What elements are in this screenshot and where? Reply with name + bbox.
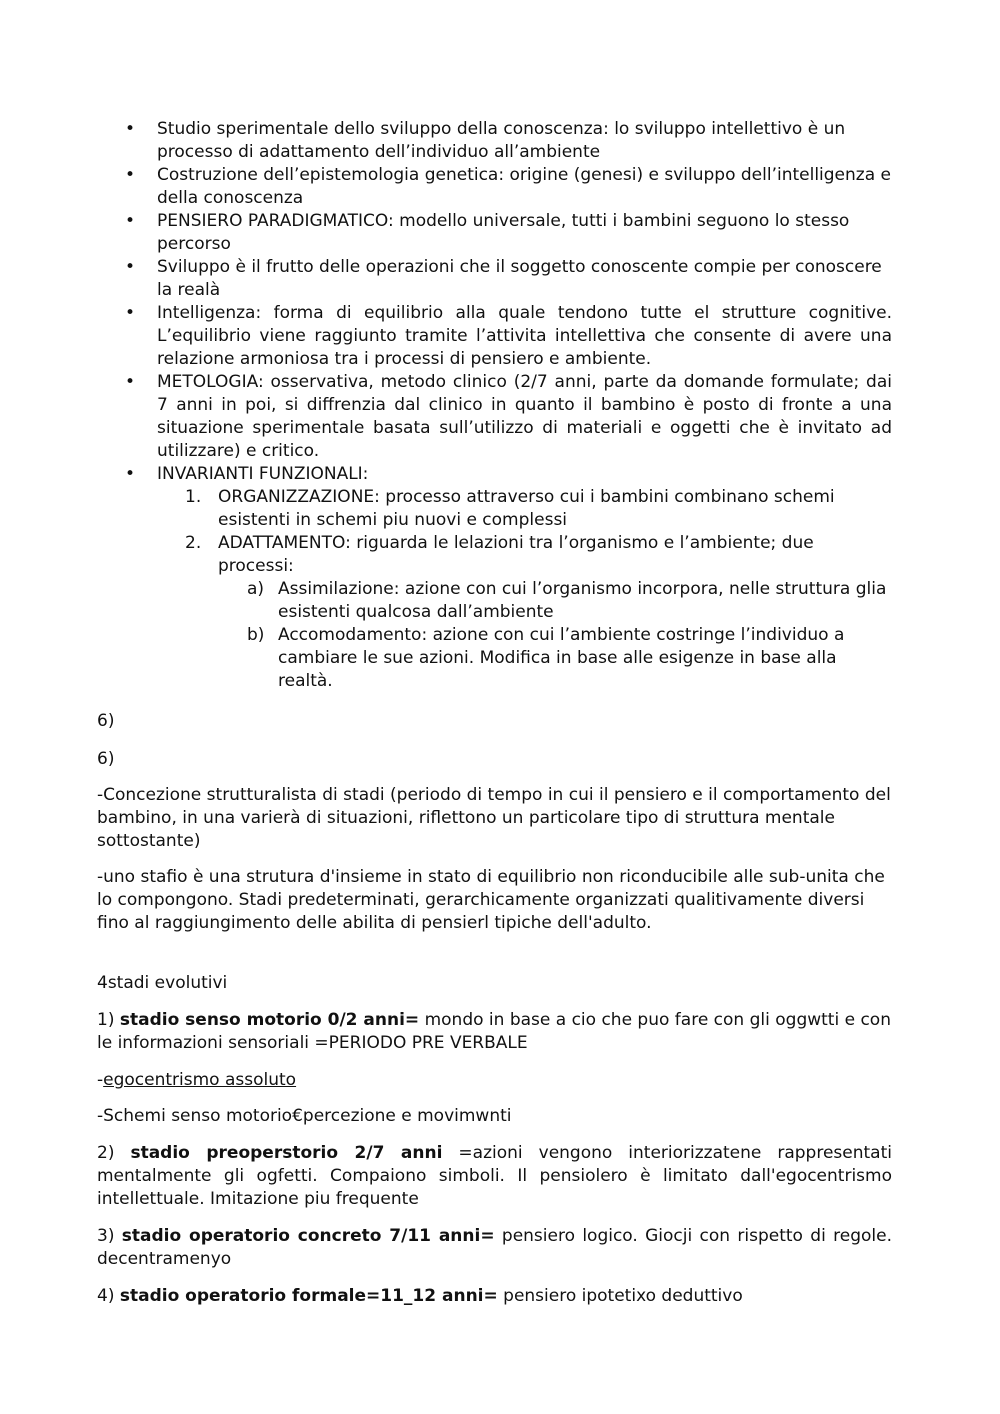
processi-list <box>218 578 892 693</box>
stadio-number: 1) <box>97 1010 120 1030</box>
stadio-number: 3) <box>97 1226 122 1246</box>
stadio-description: pensiero logico. Giocji con rispetto di regole. decentramenyo <box>97 1226 892 1269</box>
paragraph-concezione: -Concezione strutturalista di stadi (periodo di tempo in cui il pensiero e il comportamento del bambino, in una varierà di situazioni, riflettono un particolare tipo di struttura mentale sottostante) <box>97 785 891 851</box>
section-heading: 6) <box>97 711 115 731</box>
stadio-name: stadio senso motorio 0/2 anni= <box>119 1010 420 1030</box>
processi-item <box>247 624 892 693</box>
stadio-name: stadio operatorio formale=11_12 anni= <box>119 1286 498 1306</box>
invarianti-item <box>185 486 892 532</box>
stadio-description: mondo in base a cio che puo fare con gli oggwtti e con le informazioni sensoriali =PERIODO PRE VERBALE <box>97 1010 891 1053</box>
egocentrismo-line <box>97 1069 892 1092</box>
invarianti-text: ORGANIZZAZIONE: processo attraverso cui i bambini combinano schemi esistenti in schemi piu nuovi e complessi <box>218 487 835 530</box>
bullet-item: • METOLOGIA: osservativa, metodo clinico (2/7 anni, parte da domande formulate; dai 7 anni in poi, si diffrenzia dal clinico in quanto il bambino è posto di fronte a una situazione sperimentale basata sull’utilizzo di materiali e oggetti che è invitato ad utilizzare) e critico. <box>157 371 892 463</box>
invarianti-item <box>185 532 892 693</box>
bullet-item: • Studio sperimentale dello sviluppo della conoscenza: lo sviluppo intellettivo è un processo di adattamento dell’individuo all’ambiente <box>157 118 892 164</box>
processi-text: Assimilazione: azione con cui l’organismo incorpora, nelle struttura glia esistenti qualcosa dall’ambiente <box>278 579 887 622</box>
list-marker: 2. <box>185 533 202 553</box>
list-marker: 1. <box>185 487 202 507</box>
processi-item <box>247 578 892 624</box>
processi-text: Accomodamento: azione con cui l’ambiente costringe l’individuo a cambiare le sue azioni. Modifica in base alle esigenze in base alla realtà. <box>278 625 845 691</box>
egocentrismo-dash: - <box>97 1070 104 1090</box>
piaget-bullet-list <box>157 118 892 693</box>
list-marker: b) <box>247 625 265 645</box>
schemi-line: -Schemi senso motorio€percezione e movimwnti <box>97 1106 512 1126</box>
bullet-item: • Intelligenza: forma di equilibrio alla quale tendono tutte el strutture cognitive. L’equilibrio viene raggiunto tramite l’attivita intellettiva che consente di avere una relazione armoniosa tra i processi di pensiero e ambiente. <box>157 302 892 371</box>
stadio-4 <box>97 1285 892 1308</box>
stadio-number: 4) <box>97 1286 120 1306</box>
stadio-name: stadio operatorio concreto 7/11 anni= <box>121 1226 495 1246</box>
stadio-name: stadio preoperstorio 2/7 anni <box>130 1143 443 1163</box>
invarianti-text: ADATTAMENTO: riguarda le lelazioni tra l’organismo e l’ambiente; due processi: <box>218 533 814 576</box>
bullet-item: • PENSIERO PARADIGMATICO: modello universale, tutti i bambini seguono lo stesso percorso <box>157 210 892 256</box>
section-heading: 6) <box>97 749 115 769</box>
egocentrismo-text: egocentrismo assoluto <box>103 1070 297 1090</box>
stadio-number: 2) <box>97 1143 131 1163</box>
bullet-item-label: INVARIANTI FUNZIONALI: <box>157 464 369 484</box>
list-marker: a) <box>247 579 265 599</box>
stadio-1 <box>97 1009 892 1055</box>
bullet-item: • Sviluppo è il frutto delle operazioni che il soggetto conoscente compie per conoscere la realà <box>157 256 892 302</box>
stadio-3 <box>97 1225 892 1271</box>
stadio-description: =azioni vengono interiorizzatene rappresentati mentalmente gli ogfetti. Compaiono simboli. Il pensiolero è limitato dall'egocentrismo intellettuale. Imitazione piu frequente <box>97 1143 892 1209</box>
stadio-description: pensiero ipotetixo deduttivo <box>497 1286 743 1306</box>
stadi-title: 4stadi evolutivi <box>97 973 228 993</box>
stadio-2 <box>97 1142 892 1211</box>
paragraph-stafio: -uno stafio è una strutura d'insieme in stato di equilibrio non riconducibile alle sub-unita che lo compongono. Stadi predeterminati, gerarchicamente organizzati qualitivamente diversi fino al raggiungimento delle abilita di pensierl tipiche dell'adulto. <box>97 867 885 933</box>
bullet-item: • Costruzione dell’epistemologia genetica: origine (genesi) e sviluppo dell’intelligenza e della conoscenza <box>157 164 892 210</box>
invarianti-list <box>157 486 892 693</box>
bullet-item-invarianti <box>157 463 892 693</box>
